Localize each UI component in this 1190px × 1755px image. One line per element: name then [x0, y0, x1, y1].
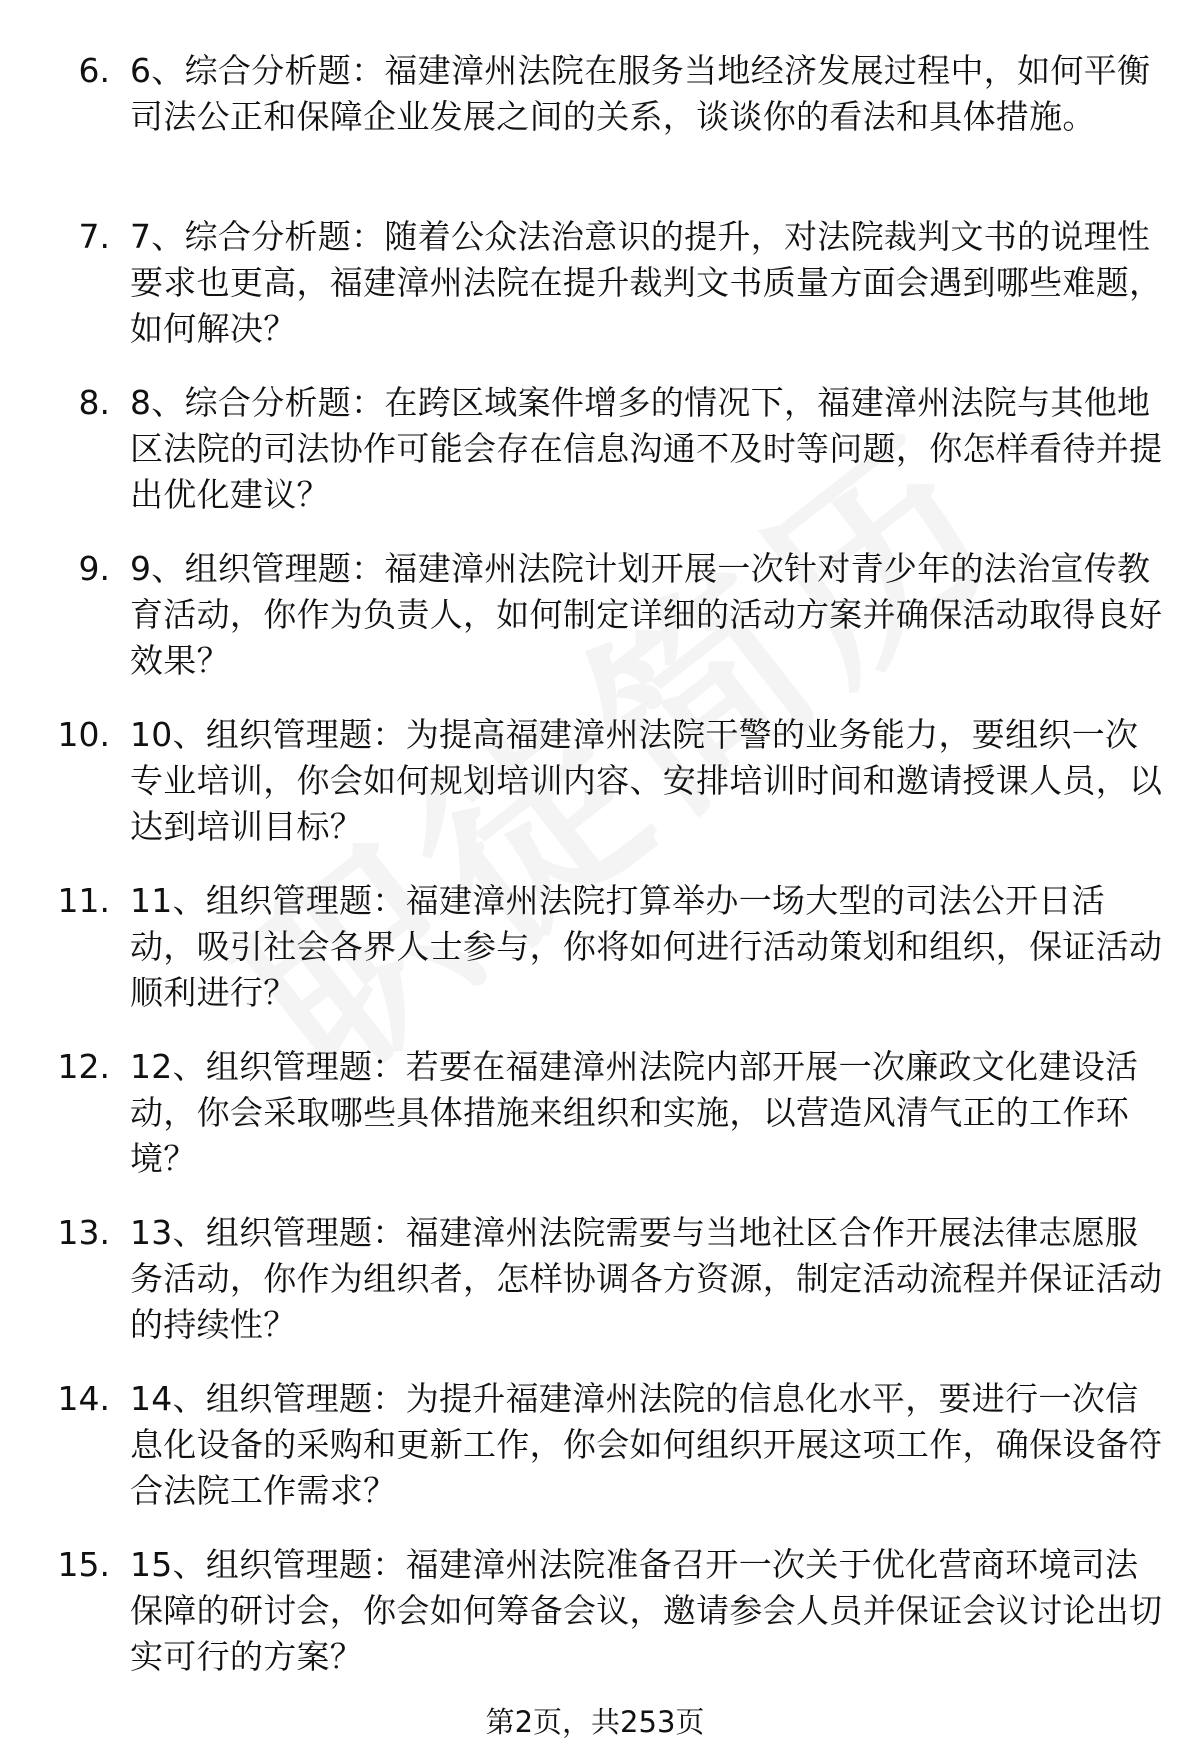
question-number: 10. — [57, 715, 110, 754]
question-number: 15. — [57, 1545, 110, 1584]
question-text: 10、组织管理题：为提高福建漳州法院干警的业务能力，要组织一次专业培训，你会如何规划培训内容、安排培训时间和邀请授课人员，以达到培训目标？ — [130, 715, 1163, 846]
question-number: 11. — [57, 881, 110, 920]
question-text: 12、组织管理题：若要在福建漳州法院内部开展一次廉政文化建设活动，你会采取哪些具体措施来组织和实施，以营造风清气正的工作环境？ — [130, 1047, 1139, 1178]
question-text: 7、综合分析题：随着公众法治意识的提升，对法院裁判文书的说理性要求也更高，福建漳州法院在提升裁判文书质量方面会遇到哪些难题，如何解决？ — [130, 217, 1163, 348]
question-item — [0, 1376, 1190, 1542]
question-item — [0, 546, 1190, 712]
question-text: 8、综合分析题：在跨区域案件增多的情况下，福建漳州法院与其他地区法院的司法协作可能会存在信息沟通不及时等问题，你怎样看待并提出优化建议？ — [130, 383, 1163, 514]
question-item — [0, 380, 1190, 546]
page-footer: 第2页，共253页 — [485, 1705, 705, 1739]
question-item — [0, 1210, 1190, 1376]
question-number: 8. — [78, 383, 110, 422]
question-number: 12. — [57, 1047, 110, 1086]
question-text: 14、组织管理题：为提升福建漳州法院的信息化水平，要进行一次信息化设备的采购和更新工作，你会如何组织开展这项工作，确保设备符合法院工作需求？ — [130, 1379, 1163, 1510]
question-number: 9. — [78, 549, 110, 588]
question-text: 9、组织管理题：福建漳州法院计划开展一次针对青少年的法治宣传教育活动，你作为负责人，如何制定详细的活动方案并确保活动取得良好效果？ — [130, 549, 1163, 680]
question-item — [0, 878, 1190, 1044]
question-text: 11、组织管理题：福建漳州法院打算举办一场大型的司法公开日活动，吸引社会各界人士参与，你将如何进行活动策划和组织，保证活动顺利进行？ — [130, 881, 1163, 1012]
question-text: 6、综合分析题：福建漳州法院在服务当地经济发展过程中，如何平衡司法公正和保障企业发展之间的关系，谈谈你的看法和具体措施。 — [130, 51, 1151, 136]
question-number: 6. — [78, 51, 110, 90]
question-number: 13. — [57, 1213, 110, 1252]
question-list — [0, 48, 1190, 1708]
question-number: 7. — [78, 217, 110, 256]
question-item — [0, 1542, 1190, 1708]
question-text: 15、组织管理题：福建漳州法院准备召开一次关于优化营商环境司法保障的研讨会，你会如何筹备会议，邀请参会人员并保证会议讨论出切实可行的方案？ — [130, 1545, 1163, 1676]
question-item — [0, 214, 1190, 380]
question-item — [0, 48, 1190, 214]
question-number: 14. — [57, 1379, 110, 1418]
question-text: 13、组织管理题：福建漳州法院需要与当地社区合作开展法律志愿服务活动，你作为组织者，怎样协调各方资源，制定活动流程并保证活动的持续性？ — [130, 1213, 1163, 1344]
question-item — [0, 712, 1190, 878]
question-item — [0, 1044, 1190, 1210]
